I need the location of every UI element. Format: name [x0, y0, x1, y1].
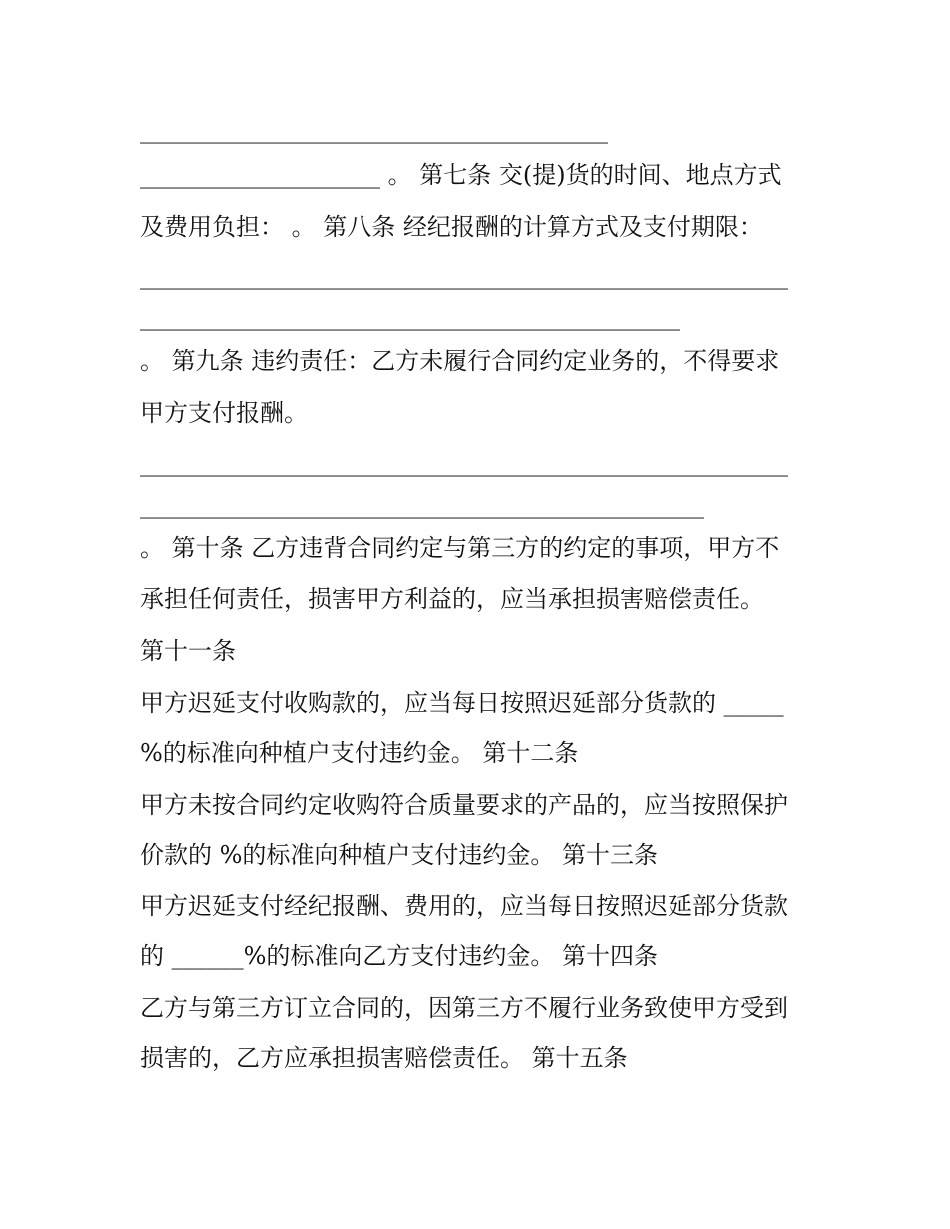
- text-line-article-7: ____________________ 。 第七条 交(提)货的时间、地点方式: [140, 161, 782, 189]
- text-line: 承担任何责任，损害甲方利益的，应当承担损害赔偿责任。: [140, 585, 764, 613]
- text-line-article-13: 价款的 %的标准向种植户支付违约金。 第十三条: [140, 841, 659, 869]
- text-line-article-12: %的标准向种植户支付违约金。 第十二条: [140, 739, 579, 767]
- text-line-article-11: 第十一条: [140, 637, 236, 665]
- text-line: 乙方与第三方订立合同的，因第三方不履行业务致使甲方受到: [140, 994, 788, 1022]
- text-line-article-15: 损害的，乙方应承担损害赔偿责任。 第十五条: [140, 1044, 628, 1072]
- text-line: 甲方未按合同约定收购符合质量要求的产品的，应当按照保护: [140, 791, 788, 819]
- text-line-article-14: 的 ______%的标准向乙方支付违约金。 第十四条: [140, 942, 659, 970]
- text-line-blank: ______________________________________________________: [140, 262, 788, 290]
- text-line-article-8: 及费用负担： 。 第八条 经纪报酬的计算方式及支付期限：: [140, 213, 763, 241]
- text-line: 甲方支付报酬。: [140, 399, 308, 427]
- text-line-article-9: 。 第九条 违约责任：乙方未履行合同约定业务的，不得要求: [140, 347, 780, 375]
- text-line-blank: _______________________________________: [140, 116, 608, 144]
- text-line-blank: _______________________________________________: [140, 491, 704, 519]
- text-line: 甲方迟延支付收购款的，应当每日按照迟延部分货款的 _____: [140, 689, 784, 717]
- text-line-blank: ______________________________________________________: [140, 449, 788, 477]
- text-line-article-10: 。 第十条 乙方违背合同约定与第三方的约定的事项，甲方不: [140, 534, 780, 562]
- text-line: 甲方迟延支付经纪报酬、费用的，应当每日按照迟延部分货款: [140, 892, 788, 920]
- text-line-blank: _____________________________________________: [140, 303, 680, 331]
